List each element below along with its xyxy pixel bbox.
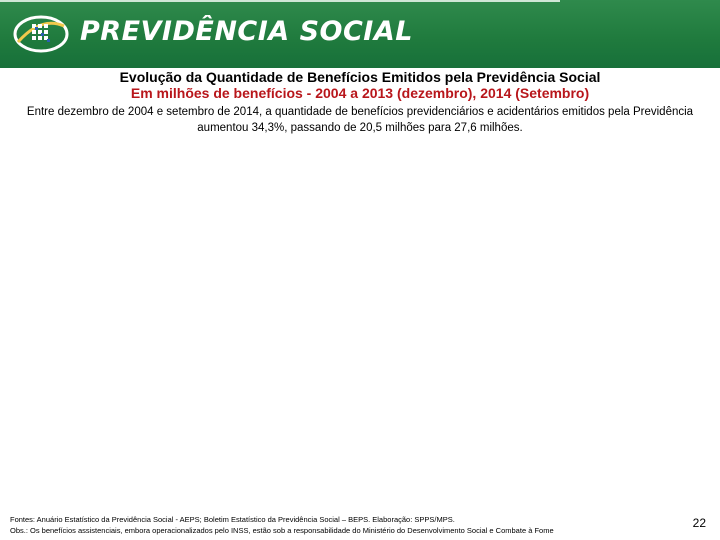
previdencia-logo-icon xyxy=(12,14,70,54)
slide-description: Entre dezembro de 2004 e setembro de 2014, a quantidade de benefícios previdenciários e acidentários emitidos pela Previdência aumentou 34,3%, passando de 20,5 milhões para 27,6 milhões. xyxy=(26,106,694,134)
brand-name: PREVIDÊNCIA SOCIAL xyxy=(80,16,413,47)
observation-text: Obs.: Os benefícios assistenciais, embora operacionalizados pelo INSS, estão sob a responsabilidade do Ministério do Desenvolvimento Social e Combate à Fome xyxy=(10,526,554,535)
sources-text: Fontes: Anuário Estatístico da Previdência Social - AEPS; Boletim Estatístico da Previdência Social – BEPS. Elaboração: SPPS/MPS. xyxy=(10,515,455,524)
slide-title: Evolução da Quantidade de Benefícios Emitidos pela Previdência Social xyxy=(119,69,601,85)
banner-top-line xyxy=(0,0,560,2)
header-banner xyxy=(0,0,720,68)
slide-subtitle: Em milhões de benefícios - 2004 a 2013 (dezembro), 2014 (Setembro) xyxy=(130,85,590,101)
footer-notes xyxy=(10,514,670,536)
page-number: 22 xyxy=(692,516,706,530)
